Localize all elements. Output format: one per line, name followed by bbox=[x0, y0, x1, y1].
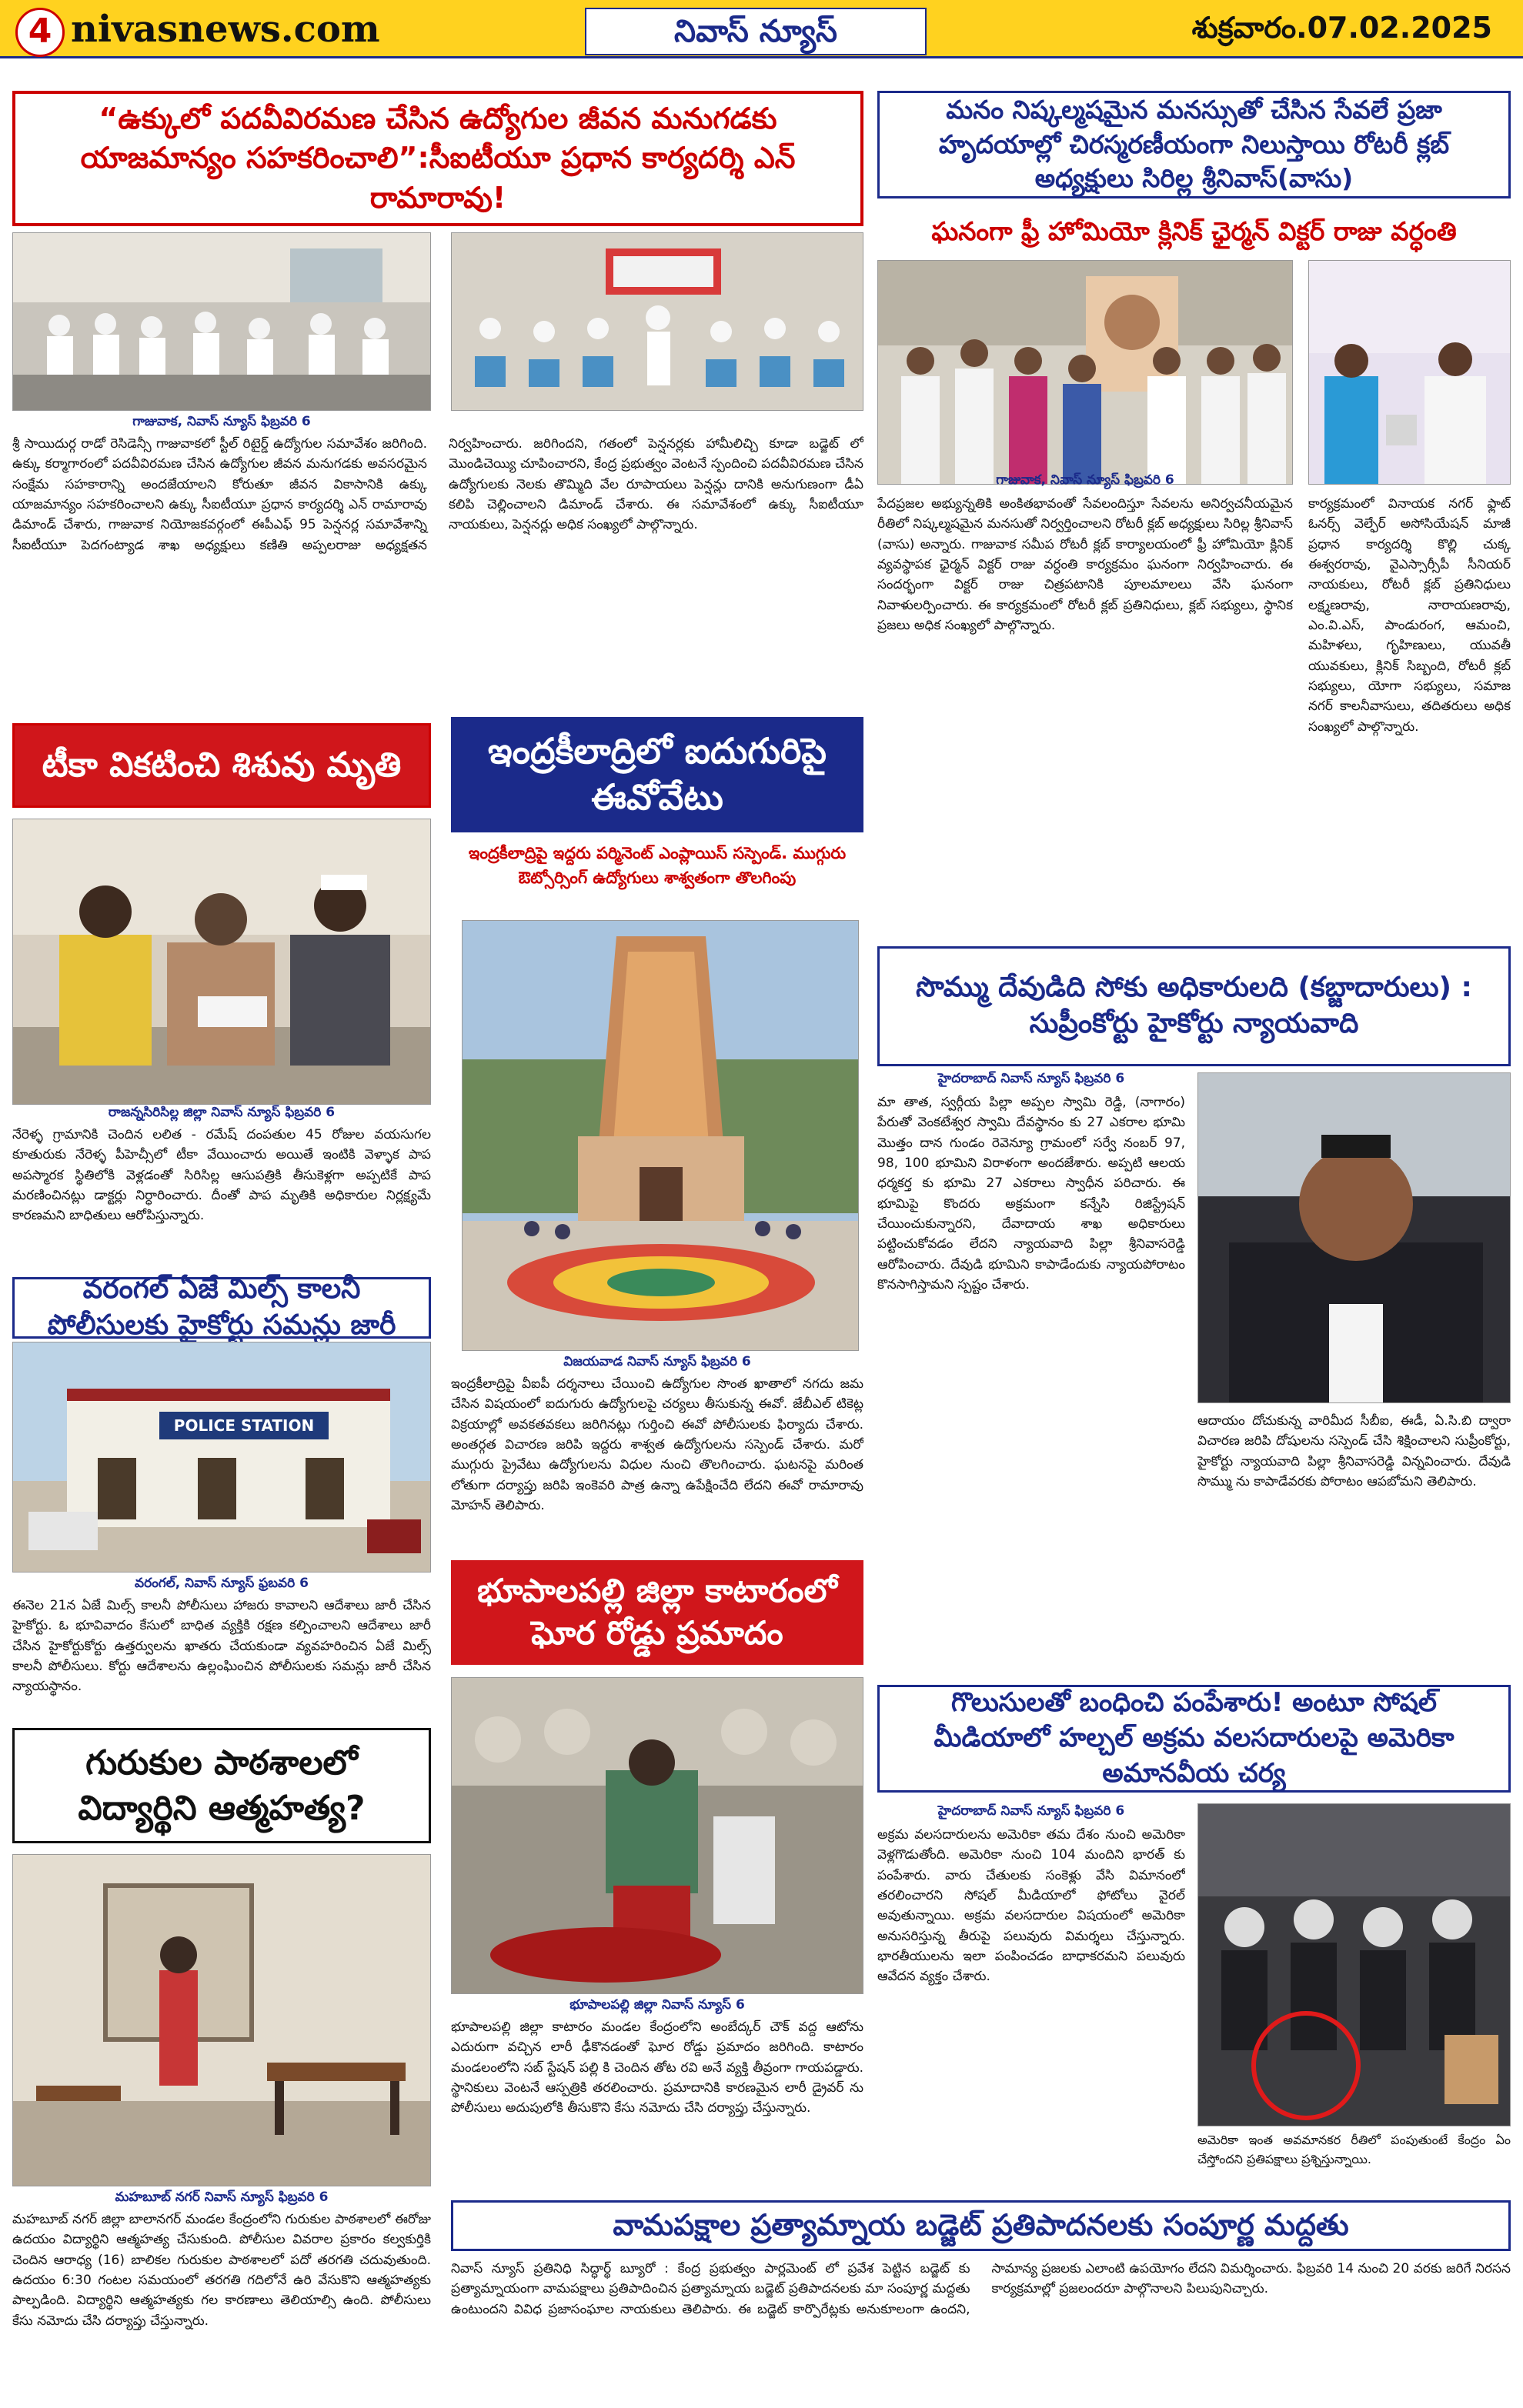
deportation-bottom-caption: అమెరికా ఇంత అవమానకర రీతిలో పంపుతుంటే కేంద్రం ఏం చేస్తోందని ప్రతిపక్షాలు ప్రశ్నిస్తున్నాయి. bbox=[1197, 2133, 1511, 2166]
deportation-caption: హైదరాబాద్ నివాస్ న్యూస్ ఫిబ్రవరి 6 bbox=[937, 1803, 1125, 1819]
lawyer-side-body: ఆదాయం దోచుకున్న వారిమీద సీబీఐ, ఈడీ, ఏ.సి.బి ద్వారా విచారణ జరిపి దోషులను సస్పెండ్ చేసి శిక్షించాలని సుప్రీంకోర్టు, హైకోర్టు న్యాయవాది పిల్లా శ్రీనివాసరెడ్డి విన్నవించారు. దేవుడి సొమ్ము ను కాపాడేవరకు పోరాటం ఆపబోమని తెలిపారు. bbox=[1197, 1413, 1511, 1490]
rotary-side-photo bbox=[1308, 260, 1511, 485]
lawyer-caption: హైదరాబాద్ నివాస్ న్యూస్ ఫిబ్రవరి 6 bbox=[937, 1071, 1125, 1086]
rotary-headline: మనం నిష్కల్మషమైన మనస్సుతో చేసిన సేవలే ప్రజా హృదయాల్లో చిరస్మరణీయంగా నిలుస్తాయి రోటరీ క్లబ్ అధ్యక్షులు సిరిల్ల శ్రీనివాస్(వాసు) bbox=[877, 91, 1511, 198]
rotary-side-body: కార్యక్రమంలో వినాయక నగర్ ఫ్లాట్ ఓనర్స్ వెల్ఫేర్ అసోసియేషన్ మాజీ ప్రధాన కార్యదర్శి కొల్లి చుక్క ఈశ్వరరావు, వైఎస్సార్సీపీ సీనియర్ నాయకులు, రోటరీ క్లబ్ ప్రతినిధులు లక్ష్మణరావు, నారాయణరావు, ఎం.వి.ఎస్, పాండురంగ, ఆమంచి, మహిళలు, గృహిణులు, యువతీ యువకులు, క్లినిక్ సిబ్బంది, రోటరీ క్లబ్ సభ్యులు, యోగా సభ్యులు, సమాజ నగర్ కాలనీవాసులు, తదితరులు అధిక సంఖ్యలో పాల్గొన్నారు. bbox=[1308, 496, 1511, 735]
lawyer-photo bbox=[1197, 1072, 1511, 1403]
accident-caption: భూపాలపల్లి జిల్లా నివాస్ న్యూస్ 6 bbox=[569, 1997, 745, 2013]
indrakeeladri-body: ఇంద్రకీలాద్రిపై వీఐపీ దర్శనాలు చేయించి ఉద్యోగుల సొంత ఖాతాలో నగదు జమ చేసిన విషయంలో ఐదుగురు ఉద్యోగులపై చర్యలు తీసుకున్న ఈవో. జేబీఎల్ టికెట్ల విక్రయాల్లో అవకతవకలు జరిగినట్లు గుర్తించి ఈవో పోలీసులకు ఫిర్యాదు చేశారు. అంతర్గత విచారణ జరిపి ఇద్దరు శాశ్వత ఉద్యోగులను సస్పెండ్ చేశారు. మరో ముగ్గురు ప్రైవేటు ఉద్యోగులను విధుల నుంచి తొలగించారు. ఘటనపై మరింత లోతుగా దర్యాప్తు జరిపి ఇంకెవరి పాత్ర ఉన్నా ఉపేక్షించేది లేదని ఈవో రామారావు మోహన్ తెలిపారు. bbox=[451, 1376, 863, 1514]
vaccine-headline: టీకా వికటించి శిశువు మృతి bbox=[12, 723, 431, 808]
deportation-body: అక్రమ వలసదారులను అమెరికా తమ దేశం నుంచి అమెరికా వెళ్లగొడుతోంది. అమెరికా నుంచి 104 మందిని భారత్ కు పంపేశారు. వారు చేతులకు సంకెళ్లు వేసి విమానంలో తరలించారని సోషల్ మీడియాలో ఫోటోలు వైరల్ అవుతున్నాయి. అక్రమ వలసదారుల విషయంలో అమెరికా అనుసరిస్తున్న తీరుపై పలువురు విమర్శలు చేస్తున్నారు. భారతీయులను ఇలా పంపించడం బాధాకరమని పలువురు ఆవేదన వ్యక్తం చేశారు. bbox=[877, 1827, 1185, 1985]
pension-headline: “ఉక్కులో పదవీవిరమణ చేసిన ఉద్యోగుల జీవన మనుగడకు యాజమాన్యం సహకరించాలి”:సీఐటీయూ ప్రధాన కార్యదర్శి ఎన్ రామారావు! bbox=[12, 91, 863, 226]
accident-body: భూపాలపల్లి జిల్లా కాటారం మండల కేంద్రంలోని అంబేద్కర్ చౌక్ వద్ద ఆటోను ఎదురుగా వచ్చిన లారీ ఢీకొనడంతో ఘోర రోడ్డు ప్రమాదం జరిగింది. కాటారం మండలంలోని సబ్ స్టేషన్ పల్లి కి చెందిన తోట రవి అనే వ్యక్తి తీవ్రంగా గాయపడ్డారు. స్థానికులు వెంటనే ఆస్పత్రికి తరలించారు. ప్రమాదానికి కారణమైన లారీ డ్రైవర్ ను పోలీసులు అదుపులోకి తీసుకొని కేసు నమోదు చేసి దర్యాప్తు చేస్తున్నారు. bbox=[451, 2019, 863, 2116]
warangal-headline-line1 bbox=[12, 1273, 431, 1341]
deportation-photo bbox=[1197, 1803, 1511, 2126]
pension-photo-1 bbox=[12, 232, 431, 411]
vaccine-body: నేరెళ్ళ గ్రామానికి చెందిన లలిత - రమేష్ దంపతుల 45 రోజుల వయసుగల కూతురుకు నేరెళ్ళ పీహెచ్సీలో టీకా వేయించారు అయితే ఇంటికి వెళ్ళాక పాప అపస్మారక స్థితిలోకి వెళ్లడంతో సిరిసిల్ల ఆసుపత్రికి తీసుకెళ్లగా అప్పటికే పాప మరణించినట్లు డాక్టర్లు నిర్ధారించారు. దీంతో పాప మృతికి అధికారుల నిర్లక్ష్యమే కారణమని బాధితులు ఆరోపిస్తున్నారు. bbox=[12, 1127, 431, 1224]
rotary-subhead: ఘనంగా ఫ్రీ హోమియో క్లినిక్ ఛైర్మన్ విక్టర్ రాజు వర్ధంతి bbox=[931, 216, 1457, 246]
issue-date: శుక్రవారం.07.02.2025 bbox=[1191, 11, 1492, 45]
vaccine-caption: రాజన్నసిరిసిల్ల జిల్లా నివాస్ న్యూస్ ఫిబ్రవరి 6 bbox=[108, 1105, 336, 1120]
pension-photo-2 bbox=[451, 232, 863, 411]
indrakeeladri-headline: ఇంద్రకీలాద్రిలో ఐదుగురిపై ఈవోవేటు bbox=[451, 717, 863, 832]
accident-photo bbox=[451, 1677, 863, 1994]
gurukul-photo bbox=[12, 1854, 431, 2186]
pension-body: శ్రీ సాయిదుర్గ రాడో రెసిడెన్సీ గాజువాకలో స్టీల్ రిటైర్డ్ ఉద్యోగుల సమావేశం జరిగింది. ఉక్కు కర్మాగారంలో పదవీవిరమణ చేసిన ఉద్యోగుల జీవన మనుగడకు అవసరమైన సంక్షేమ సహకారాన్ని అందజేయాలని కోరుతూ జీవన వికాసానికి ఉక్కు యాజమాన్యం సహకరించాలని ఉక్కు సీఐటీయూ ప్రధాన కార్యదర్శి ఎన్ రామారావు డిమాండ్ చేశారు, గాజువాక నియోజకవర్గంలో ఈపీఎఫ్ 95 పెన్షనర్ల సమావేశాన్ని సీఐటీయూ పెదగంట్యాడ శాఖ అధ్యక్షులు కణితి అప్పలరాజు అధ్యక్షతన నిర్వహించారు. జరిగిందని, గతంలో పెన్షనర్లకు హామీలిచ్చి కూడా బడ్జెట్ లో మొండిచెయ్యి చూపించారని, కేంద్ర ప్రభుత్వం వెంటనే స్పందించి పదవీవిరమణ చేసిన ఉద్యోగులకు నెలకు తొమ్మిది వేల రూపాయలు పెన్షన్లు దానికి అనుగుణంగా డీఏ కలిపి చెల్లించాలని డిమాండ్ చేశారు. ఈ సమావేశంలో ఉక్కు సీఐటీయూ నాయకులు, పెన్షనర్లు అధిక సంఖ్యలో పాల్గొన్నారు. bbox=[12, 436, 863, 553]
gurukul-headline: గురుకుల పాఠశాలలో విద్యార్థిని ఆత్మహత్య? bbox=[12, 1728, 431, 1843]
warangal-caption: వరంగల్, నివాస్ న్యూస్ ఫ్రబవరి 6 bbox=[135, 1576, 309, 1591]
rotary-photo bbox=[877, 260, 1293, 485]
pension-caption: గాజువాక, నివాస్ న్యూస్ ఫిబ్రవరి 6 bbox=[132, 414, 311, 429]
paper-name: నివాస్ న్యూస్ bbox=[585, 8, 927, 55]
lawyer-headline: సొమ్ము దేవుడిది సోకు అధికారులది (కబ్జాదారులు) : సుప్రీంకోర్టు హైకోర్టు న్యాయవాది bbox=[877, 946, 1511, 1066]
rotary-body: పేదప్రజల అభ్యున్నతికి అంకితభావంతో సేవలందిస్తూ సేవలను అనిర్వచనీయమైన రీతిలో నిష్కల్మషమైన మనసుతో నిర్వర్తించాలని రోటరీ క్లబ్ అధ్యక్షులు సిరిల్ల శ్రీనివాస్ (వాసు) అన్నారు. గాజువాక సమీప రోటరీ క్లబ్ కార్యాలయంలో ఫ్రీ హోమియో క్లినిక్ వ్యవస్థాపక ఛైర్మన్ విక్టర్ రాజు వర్ధంతి కార్యక్రమం ఘనంగా నిర్వహించారు. ఈ సందర్భంగా విక్టర్ రాజు చిత్రపటానికి పూలమాలలు వేసి ఘనంగా నివాళులర్పించారు. ఈ కార్యక్రమంలో రోటరీ క్లబ్ ప్రతినిధులు, క్లబ్ సభ్యులు, స్థానిక ప్రజలు అధిక సంఖ్యలో పాల్గొన్నారు. bbox=[877, 496, 1293, 634]
indrakeeladri-subhead: ఇంద్రకీలాద్రిపై ఇద్దరు పర్మినెంట్ ఎంప్లాయిస్ సస్పెండ్. ముగ్గురు ఔట్సోర్సింగ్ ఉద్యోగులు శాశ్వతంగా తొలగింపు bbox=[468, 844, 847, 887]
accident-headline: భూపాలపల్లి జిల్లా కాటారంలో ఘోర రోడ్డు ప్రమాదం bbox=[451, 1560, 863, 1665]
police-station-sign: POLICE STATION bbox=[173, 1416, 315, 1435]
deportation-headline: గొలుసులతో బంధించి పంపేశారు! అంటూ సోషల్ మీడియాలో హల్చల్ అక్రమ వలసదారులపై అమెరికా అమానవీయ చర్య bbox=[877, 1685, 1511, 1793]
warangal-headline: వరంగల్ ఏజే మిల్స్ కాలనీ పోలీసులకు హైకోర్టు సమన్లు జారీ bbox=[47, 1273, 396, 1341]
budget-body: నివాస్ న్యూస్ ప్రతినిధి సిద్ధార్థ్ బ్యూరో : కేంద్ర ప్రభుత్వం పార్లమెంట్ లో ప్రవేశ పెట్టిన బడ్జెట్ కు ప్రత్యామ్నాయంగా వామపక్షాలు ప్రతిపాదించిన ప్రత్యామ్నాయ బడ్జెట్ ప్రతిపాదనలకు మా సంపూర్ణ మద్దతు ఉంటుందని వివిధ ప్రజాసంఘాల నాయకులు తెలిపారు. ఈ బడ్జెట్ కార్పొరేట్లకు అనుకూలంగా ఉందని, సామాన్య ప్రజలకు ఎలాంటి ఉపయోగం లేదని విమర్శించారు. ఫిబ్రవరి 14 నుంచి 20 వరకు జరిగే నిరసన కార్యక్రమాల్లో ప్రజలందరూ పాల్గొనాలని పిలుపునిచ్చారు. bbox=[451, 2261, 1511, 2317]
warangal-body: ఈనెల 21న ఏజే మిల్స్ కాలనీ పోలీసులు హాజరు కావాలని ఆదేశాలు జారీ చేసిన హైకోర్టు. ఓ భూవివాదం కేసులో బాధిత వ్యక్తికి రక్షణ కల్పించాలని ఆదేశాలు జారీ చేసిన హైకోర్టుకోర్టు ఉత్తర్వులను ఖాతరు చేయకుండా వ్యవహరించిన ఏజే మిల్స్ కాలనీ పోలీసులు. కోర్టు ఆదేశాలను ఉల్లంఘించిన పోలీసులకు సమన్లు జారీ చేసిన న్యాయస్థానం. bbox=[12, 1598, 431, 1695]
rotary-caption: గాజువాక, నివాస్ న్యూస్ ఫిబ్రవరి 6 bbox=[996, 472, 1174, 488]
warangal-photo bbox=[12, 1342, 431, 1573]
site-name[interactable]: nivasnews.com bbox=[71, 8, 380, 51]
budget-headline: వామపక్షాల ప్రత్యామ్నాయ బడ్జెట్ ప్రతిపాదనలకు సంపూర్ణ మద్దతు bbox=[451, 2200, 1511, 2251]
page-number: 4 bbox=[15, 8, 65, 57]
indrakeeladri-caption: విజయవాడ నివాస్ న్యూస్ ఫిబ్రవరి 6 bbox=[563, 1354, 751, 1369]
gurukul-caption: మహబూబ్ నగర్ నివాస్ న్యూస్ ఫిబ్రవరి 6 bbox=[115, 2190, 329, 2205]
gurukul-body: మహబూబ్ నగర్ జిల్లా బాలానగర్ మండల కేంద్రంలోని గురుకుల పాఠశాలలో ఈరోజు ఉదయం విద్యార్థిని ఆత్మహత్య చేసుకుంది. పోలీసుల వివరాల ప్రకారం కల్వకుర్తికి చెందిన ఆరాధ్య (16) బాలికల గురుకుల పాఠశాలలో పదో తరగతి చదువుతుంది. ఉదయం 6:30 గంటల సమయంలో తరగతి గదిలోనే ఉరి వేసుకొని ఆత్మహత్యకు పాల్పడింది. విద్యార్థిని ఆత్మహత్యకు గల కారణాలు తెలియాల్సి ఉంది. పోలీసులు కేసు నమోదు చేసి దర్యాప్తు చేస్తున్నారు. bbox=[12, 2212, 431, 2329]
temple-photo bbox=[462, 920, 859, 1351]
masthead bbox=[0, 0, 1523, 58]
lawyer-body: మా తాత, స్వర్గీయ పిల్లా అప్పల స్వామి రెడ్డి, (నాగారం) పేరుతో వెంకటేశ్వర స్వామి దేవస్థానం కు 27 ఎకరాల భూమి మొత్తం దాన గుండం రెవెన్యూ గ్రామంలో సర్వే నంబర్ 97, 98, 100 భూమిని విరాళంగా అందజేశారు. అప్పటి ఆలయ ధర్మకర్త కు భూమి 27 ఎకరాలు స్వాధీన పరిచారు. ఈ భూమిపై కొందరు అక్రమంగా కన్నేసి రిజిస్ట్రేషన్ చేయించుకున్నారని, దేవాదాయ శాఖ అధికారులు పట్టించుకోవడం లేదని న్యాయవాది పిల్లా శ్రీనివాసరెడ్డి ఆరోపించారు. దేవుడి భూమిని కాపాడేందుకు న్యాయపోరాటం కొనసాగిస్తామని స్పష్టం చేశారు. bbox=[877, 1095, 1185, 1293]
vaccine-photo bbox=[12, 819, 431, 1105]
